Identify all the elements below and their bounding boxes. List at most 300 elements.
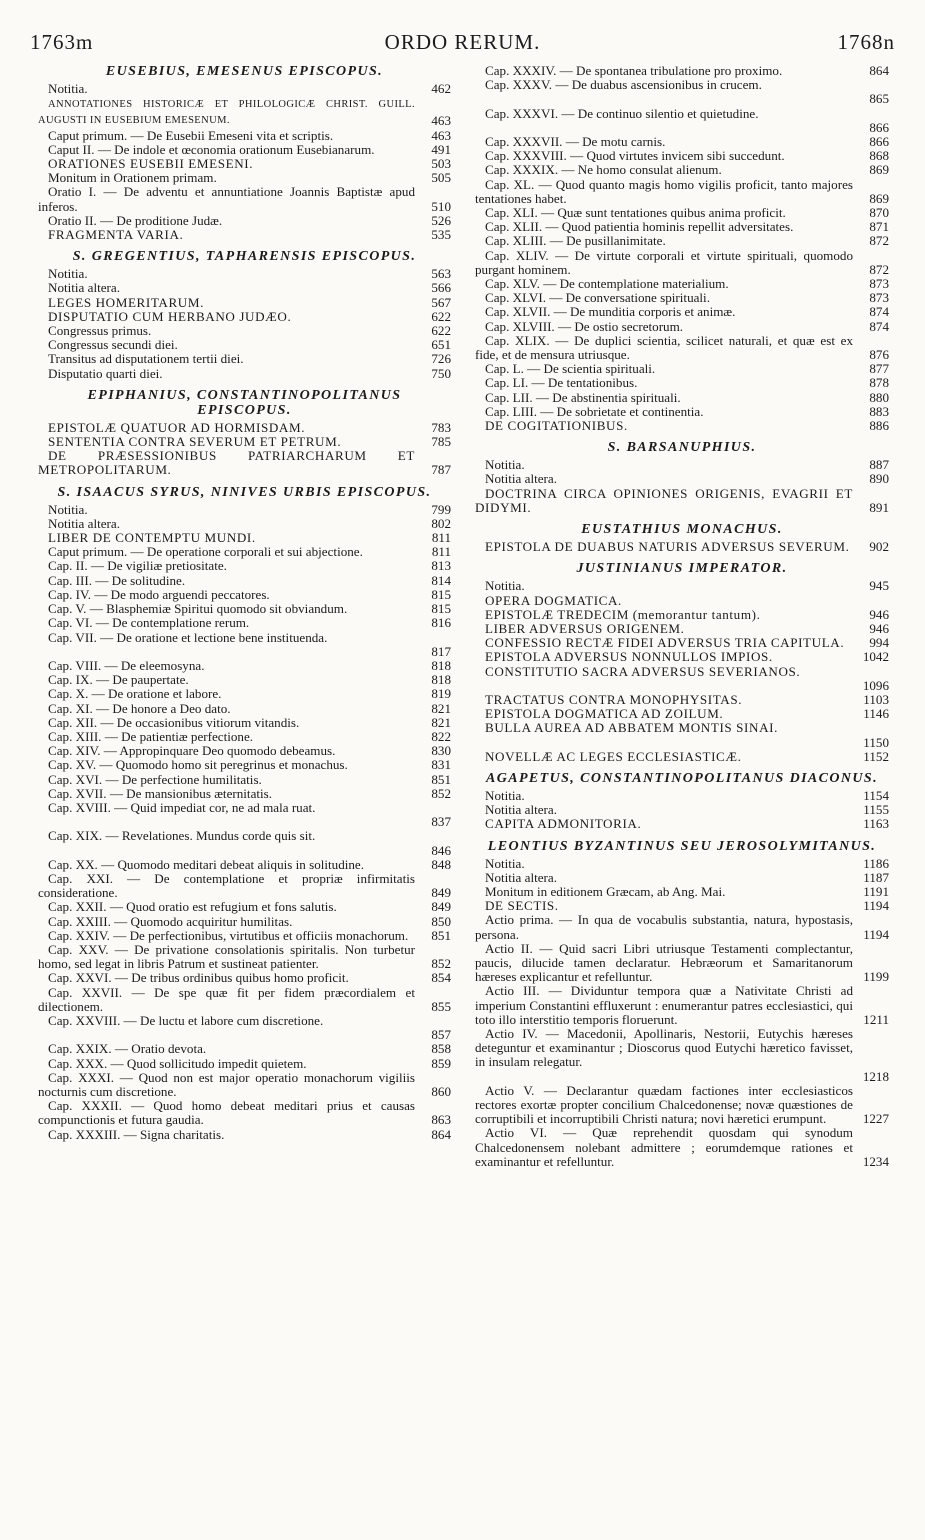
- toc-entry: [38, 503, 451, 517]
- toc-section: [475, 64, 889, 433]
- toc-entry: [38, 1071, 451, 1099]
- entry-page-number: 822: [431, 728, 451, 744]
- toc-entry: [475, 487, 889, 515]
- toc-section: [475, 771, 889, 832]
- toc-entry: [38, 943, 451, 971]
- entry-title: EPISTOLA DOGMATICA AD ZOILUM.: [485, 706, 724, 722]
- entry-title: Notitia altera.: [48, 515, 120, 531]
- entry-title: Cap. XXXII. — Quod homo debeat meditari prius et causas compunctionis et futura gaudia.: [38, 1098, 415, 1128]
- entry-page-number: 526: [431, 212, 451, 228]
- toc-entry: [38, 986, 451, 1014]
- entry-title: Cap. XLVIII. — De ostio secretorum.: [485, 318, 684, 334]
- entry-page-number: 816: [431, 615, 451, 631]
- entry-title: DISPUTATIO CUM HERBANO JUDÆO.: [48, 308, 292, 324]
- entry-title: Cap. XVII. — De mansionibus æternitatis.: [48, 785, 273, 801]
- entry-page-number: 866: [869, 134, 889, 150]
- entry-title: TRACTATUS CONTRA MONOPHYSITAS.: [485, 691, 743, 707]
- entry-page-number: 1152: [863, 748, 889, 764]
- toc-entry: [38, 324, 451, 338]
- entry-title: FRAGMENTA VARIA.: [48, 227, 184, 243]
- section-title: AGAPETUS, CONSTANTINOPOLITANUS DIACONUS.: [485, 770, 879, 786]
- entry-page-number: 1227: [862, 1111, 889, 1127]
- toc-entry: [475, 789, 889, 803]
- running-header: [30, 30, 895, 60]
- toc-entry: [38, 574, 451, 588]
- entry-page-number: 567: [431, 294, 451, 310]
- entry-page-number: 1234: [862, 1153, 889, 1169]
- section-title: S. GREGENTIUS, TAPHARENSIS EPISCOPUS.: [72, 249, 417, 265]
- toc-entry: [475, 419, 889, 433]
- toc-entry: [475, 178, 889, 206]
- entry-title: DE PRÆSESSIONIBUS PATRIARCHARUM ET METROPOLITARUM.: [38, 448, 415, 478]
- entry-title: Cap. V. — Blasphemiæ Spiritui quomodo sit obviandum.: [48, 601, 348, 617]
- toc-entry: [475, 650, 889, 664]
- entry-title: Actio prima. — In qua de vocabulis substantia, natura, hypostasis, persona.: [475, 912, 853, 942]
- entry-page-number: 1191: [863, 883, 889, 899]
- toc-entry: [475, 817, 889, 831]
- toc-entry: [475, 107, 889, 135]
- entry-page-number: 864: [431, 1126, 451, 1142]
- toc-entry: [38, 82, 451, 96]
- toc-entry: [38, 702, 451, 716]
- entry-title: Cap. LI. — De tentationibus.: [485, 375, 638, 391]
- entry-title: DOCTRINA CIRCA OPINIONES ORIGENIS, EVAGRII ET DIDYMI.: [475, 485, 853, 515]
- entry-title: Notitia altera.: [485, 471, 557, 487]
- entry-page-number: 535: [431, 227, 451, 243]
- entry-title: OPERA DOGMATICA.: [485, 592, 622, 608]
- toc-entry: [38, 872, 451, 900]
- section-title: EPIPHANIUS, CONSTANTINOPOLITANUS EPISCOPUS.: [87, 387, 402, 418]
- entry-page-number: 855: [431, 998, 451, 1014]
- entry-title: Cap. VI. — De contemplatione rerum.: [48, 615, 250, 631]
- entry-title: Actio VI. — Quæ reprehendit quosdam qui synodum Chalcedonensem nolebant admittere ; eorumdemque rationes et examinantur et refelluntur.: [475, 1125, 853, 1169]
- entry-title: Monitum in editionem Græcam, ab Ang. Mai.: [485, 883, 726, 899]
- toc-entry: [38, 744, 451, 758]
- toc-entry: [475, 1084, 889, 1127]
- entry-title: Cap. XVI. — De perfectione humilitatis.: [48, 771, 262, 787]
- entry-page-number: 1146: [863, 706, 889, 722]
- entry-title: Cap. XIX. — Revelationes. Mundus corde quis sit.: [48, 828, 316, 844]
- toc-entry: [38, 228, 451, 242]
- toc-entry: [38, 915, 451, 929]
- entry-title: Cap. XLVI. — De conversatione spirituali.: [485, 290, 710, 306]
- entry-page-number: 811: [431, 544, 451, 560]
- toc-entry: [38, 157, 451, 171]
- toc-entry: [38, 730, 451, 744]
- entry-page-number: 503: [431, 156, 451, 172]
- toc-entry: [38, 616, 451, 630]
- toc-entry: [475, 899, 889, 913]
- entry-title: Actio II. — Quid sacri Libri utriusque Testamenti complectantur, paucis, dilucide tamen declaratur. Hebræorum et Samaritanorum hæreses explicantur et refelluntur.: [475, 940, 853, 985]
- entry-page-number: 799: [431, 501, 451, 517]
- entry-title: Cap. XXX. — Quod sollicitudo impedit quietem.: [48, 1055, 307, 1071]
- toc-entry: [38, 435, 451, 449]
- entry-page-number: 802: [431, 515, 451, 531]
- entry-title: Congressus secundi diei.: [48, 337, 178, 353]
- entry-title: Cap. XLIV. — De virtute corporali et virtute spirituali, quomodo purgant hominem.: [475, 247, 853, 277]
- entry-page-number: 1155: [863, 802, 889, 818]
- entry-page-number: 873: [869, 276, 889, 292]
- entry-title: Monitum in Orationem primam.: [48, 170, 217, 186]
- entry-page-number: 462: [431, 81, 451, 96]
- toc-entry: [38, 900, 451, 914]
- entry-title: SENTENTIA CONTRA SEVERUM ET PETRUM.: [48, 434, 342, 450]
- entry-title: Cap. XLVII. — De munditia corporis et animæ.: [485, 304, 736, 320]
- entry-title: ORATIONES EUSEBII EMESENI.: [48, 156, 254, 172]
- entry-page-number: 815: [431, 586, 451, 602]
- entry-page-number: 902: [869, 539, 889, 555]
- toc-entry: [38, 143, 451, 157]
- entry-page-number: 1163: [863, 816, 889, 832]
- entry-page-number: 566: [431, 280, 451, 296]
- entry-page-number: 865: [869, 91, 889, 107]
- entry-page-number: 851: [431, 771, 451, 787]
- toc-entry: [38, 787, 451, 801]
- entry-page-number: 852: [431, 956, 451, 972]
- entry-page-number: 857: [431, 1027, 451, 1043]
- entry-page-number: 787: [431, 462, 451, 478]
- entry-title: DE COGITATIONIBUS.: [485, 418, 628, 434]
- entry-title: Cap. XL. — Quod quanto magis homo vigilis proficit, tanto majores tentationes habet.: [475, 176, 853, 206]
- entry-page-number: 852: [431, 785, 451, 801]
- entry-title: Cap. XXII. — Quod oratio est refugium et fons salutis.: [48, 899, 337, 915]
- entry-title: Cap. X. — De oratione et labore.: [48, 686, 222, 702]
- toc-section: [475, 522, 889, 554]
- entry-page-number: 815: [431, 601, 451, 617]
- toc-entry: [475, 472, 889, 486]
- entry-title: Cap. XXXIX. — Ne homo consulat alienum.: [485, 162, 722, 178]
- toc-section: [38, 388, 451, 478]
- entry-title: Cap. XXIV. — De perfectionibus, virtutibus et officiis monachorum.: [48, 927, 409, 943]
- section-title: S. ISAACUS SYRUS, NINIVES URBIS EPISCOPUS.: [57, 484, 432, 500]
- toc-entry: [475, 913, 889, 941]
- entry-title: Notitia altera.: [485, 869, 557, 885]
- entry-title: EPISTOLA DE DUABUS NATURIS ADVERSUS SEVERUM.: [485, 539, 850, 555]
- entry-title: Cap. LIII. — De sobrietate et continentia.: [485, 403, 704, 419]
- entry-title: Cap. VIII. — De eleemosyna.: [48, 657, 205, 673]
- toc-entry: [38, 449, 451, 477]
- entry-title: Cap. VII. — De oratione et lectione bene instituenda.: [48, 629, 328, 645]
- toc-entry: [475, 334, 889, 362]
- entry-title: NOVELLÆ AC LEGES ECCLESIASTICÆ.: [485, 748, 742, 764]
- toc-entry: [475, 277, 889, 291]
- toc-entry: [38, 214, 451, 228]
- entry-title: CAPITA ADMONITORIA.: [485, 816, 642, 832]
- toc-entry: [38, 171, 451, 185]
- toc-entry: [475, 391, 889, 405]
- entry-page-number: 849: [431, 885, 451, 901]
- toc-entry: [38, 1128, 451, 1142]
- entry-page-number: 878: [869, 375, 889, 391]
- entry-title: Disputatio quarti diei.: [48, 365, 163, 381]
- entry-page-number: 1154: [863, 787, 889, 803]
- entry-page-number: 510: [431, 198, 451, 214]
- entry-page-number: 811: [431, 530, 451, 546]
- entry-title: Cap. XLIII. — De pusillanimitate.: [485, 233, 666, 249]
- toc-entry: [38, 96, 451, 128]
- toc-section: [38, 249, 451, 381]
- entry-title: Caput II. — De indole et œconomia orationum Eusebianarum.: [48, 141, 375, 157]
- toc-entry: [475, 149, 889, 163]
- entry-page-number: 651: [431, 337, 451, 353]
- entry-title: CONSTITUTIO SACRA ADVERSUS SEVERIANOS.: [485, 663, 801, 679]
- toc-entry: [475, 234, 889, 248]
- entry-title: Oratio II. — De proditione Judæ.: [48, 212, 223, 228]
- toc-entry: [475, 857, 889, 871]
- entry-page-number: 814: [431, 572, 451, 588]
- entry-page-number: 1218: [862, 1068, 889, 1084]
- entry-page-number: 851: [431, 927, 451, 943]
- entry-page-number: 831: [431, 757, 451, 773]
- toc-entry: [38, 687, 451, 701]
- entry-page-number: 622: [431, 323, 451, 339]
- entry-page-number: 891: [869, 499, 889, 515]
- entry-page-number: 854: [431, 970, 451, 986]
- toc-entry: [38, 829, 451, 857]
- entry-title: EPISTOLA ADVERSUS NONNULLOS IMPIOS.: [485, 649, 773, 665]
- entry-page-number: 1187: [863, 869, 889, 885]
- toc-entry: [38, 1099, 451, 1127]
- entry-title: Cap. XLII. — Quod patientia hominis repellit adversitates.: [485, 219, 794, 235]
- entry-title: Cap. XLI. — Quæ sunt tentationes quibus anima proficit.: [485, 205, 786, 221]
- entry-title: Cap. II. — De vigiliæ pretiositate.: [48, 558, 227, 574]
- entry-page-number: 994: [869, 635, 889, 651]
- header-left-column-number: 1763m: [30, 30, 94, 54]
- entry-page-number: 1186: [863, 855, 889, 871]
- entry-page-number: 622: [431, 308, 451, 324]
- toc-entry: [38, 352, 451, 366]
- toc-entry: [38, 929, 451, 943]
- toc-entry: [38, 631, 451, 659]
- entry-title: Notitia.: [485, 578, 525, 594]
- entry-title: Notitia.: [48, 81, 88, 96]
- entry-page-number: 1103: [863, 691, 889, 707]
- section-title: S. BARSANUPHIUS.: [607, 440, 757, 456]
- entry-page-number: 818: [431, 657, 451, 673]
- entry-title: Cap. XXIII. — Quomodo acquiritur humilitas.: [48, 913, 293, 929]
- entry-page-number: 563: [431, 266, 451, 282]
- entry-page-number: 874: [869, 318, 889, 334]
- entry-title: Cap. LII. — De abstinentia spirituali.: [485, 389, 681, 405]
- toc-entry: [475, 579, 889, 593]
- entry-title: Notitia altera.: [485, 802, 557, 818]
- entry-title: Oratio I. — De adventu et annuntiatione Joannis Baptistæ apud inferos.: [38, 184, 415, 214]
- entry-page-number: 860: [431, 1084, 451, 1099]
- entry-page-number: 1199: [863, 969, 889, 985]
- left-column: [38, 64, 451, 1142]
- toc-entry: [475, 64, 889, 78]
- entry-title: Cap. XXVI. — De tribus ordinibus quibus homo proficit.: [48, 970, 349, 986]
- section-title: EUSTATHIUS MONACHUS.: [581, 522, 783, 538]
- section-title: LEONTIUS BYZANTINUS SEU JEROSOLYMITANUS.: [487, 838, 877, 854]
- entry-page-number: 877: [869, 361, 889, 377]
- toc-entry: [475, 594, 889, 608]
- entry-title: Notitia altera.: [48, 280, 120, 296]
- entry-title: BULLA AUREA AD ABBATEM MONTIS SINAI.: [485, 720, 778, 736]
- entry-page-number: 1096: [862, 677, 889, 693]
- entry-title: Cap. XXXVI. — De continuo silentio et quietudine.: [485, 105, 759, 121]
- entry-page-number: 846: [431, 842, 451, 858]
- entry-title: Cap. XX. — Quomodo meditari debeat aliquis in solitudine.: [48, 856, 365, 872]
- entry-page-number: 463: [431, 127, 451, 143]
- entry-page-number: 871: [869, 219, 889, 235]
- entry-title: Cap. XXXVIII. — Quod virtutes invicem sibi succedunt.: [485, 148, 785, 164]
- toc-entry: [38, 588, 451, 602]
- entry-page-number: 874: [869, 304, 889, 320]
- entry-title: Cap. XXV. — De privatione consolationis spiritalis. Non turbetur homo, sed legat in libris Patrum et sustineat patienter.: [38, 941, 415, 972]
- entry-page-number: 873: [869, 290, 889, 306]
- toc-entry: [38, 310, 451, 324]
- entry-page-number: 886: [869, 418, 889, 434]
- toc-entry: [38, 185, 451, 213]
- toc-entry: [38, 517, 451, 531]
- entry-page-number: 876: [869, 347, 889, 363]
- toc-entry: [475, 206, 889, 220]
- entry-title: Notitia.: [485, 855, 525, 871]
- entry-page-number: 858: [431, 1041, 451, 1057]
- toc-entry: [475, 163, 889, 177]
- entry-title: Cap. XXXIII. — Signa charitatis.: [48, 1126, 225, 1142]
- toc-entry: [475, 750, 889, 764]
- entry-page-number: 505: [431, 170, 451, 186]
- toc-entry: [475, 249, 889, 277]
- toc-entry: [475, 622, 889, 636]
- section-title: JUSTINIANUS IMPERATOR.: [576, 561, 788, 577]
- entry-page-number: 849: [431, 899, 451, 915]
- toc-entry: [38, 531, 451, 545]
- entry-page-number: 491: [431, 141, 451, 157]
- toc-entry: [475, 693, 889, 707]
- entry-page-number: 813: [431, 558, 451, 574]
- entry-title: Cap. XII. — De occasionibus vitiorum vitandis.: [48, 714, 300, 730]
- entry-page-number: 726: [431, 351, 451, 367]
- entry-page-number: 869: [869, 162, 889, 178]
- header-title: ORDO RERUM.: [384, 30, 541, 54]
- entry-title: Notitia.: [485, 787, 525, 803]
- entry-page-number: 837: [431, 814, 451, 830]
- toc-entry: [475, 803, 889, 817]
- entry-page-number: 887: [869, 457, 889, 473]
- entry-title: Actio III. — Dividuntur tempora quæ a Nativitate Christi ad imperium Constantini effluxerunt : enumerantur patres ecclesiastici, qui toto illo interstitio temporis floruerunt.: [475, 983, 853, 1027]
- toc-entry: [38, 559, 451, 573]
- toc-entry: [475, 665, 889, 693]
- toc-entry: [38, 602, 451, 616]
- entry-title: Notitia.: [48, 266, 88, 282]
- toc-entry: [475, 636, 889, 650]
- entry-page-number: 880: [869, 389, 889, 405]
- entry-title: Cap. XVIII. — Quid impediat cor, ne ad mala ruat.: [48, 799, 316, 815]
- entry-page-number: 821: [431, 700, 451, 716]
- toc-entry: [475, 707, 889, 721]
- entry-title: CONFESSIO RECTÆ FIDEI ADVERSUS TRIA CAPITULA.: [485, 635, 845, 651]
- entry-page-number: 869: [869, 190, 889, 206]
- entry-page-number: 883: [869, 403, 889, 419]
- toc-entry: [38, 421, 451, 435]
- entry-page-number: 864: [869, 63, 889, 78]
- right-column: [475, 64, 889, 1169]
- entry-page-number: 830: [431, 743, 451, 759]
- entry-title: LEGES HOMERITARUM.: [48, 294, 204, 310]
- toc-entry: [475, 220, 889, 234]
- entry-title: Cap. XXXV. — De duabus ascensionibus in crucem.: [485, 77, 762, 93]
- entry-title: EPISTOLÆ TREDECIM (memorantur tantum).: [485, 606, 761, 622]
- toc-entry: [475, 305, 889, 319]
- entry-title: Cap. XXXI. — Quod non est major operatio monachorum vigiliis nocturnis cum discretione.: [38, 1069, 415, 1099]
- toc-entry: [38, 545, 451, 559]
- toc-entry: [38, 129, 451, 143]
- entry-title: Caput primum. — De operatione corporali et sui abjectione.: [48, 544, 363, 560]
- entry-title: Cap. XLV. — De contemplatione materialium.: [485, 276, 729, 292]
- toc-entry: [475, 291, 889, 305]
- toc-entry: [38, 758, 451, 772]
- entry-title: Congressus primus.: [48, 323, 152, 339]
- toc-entry: [475, 942, 889, 985]
- toc-entry: [475, 1126, 889, 1169]
- toc-section: [38, 485, 451, 1142]
- entry-title: Notitia.: [485, 457, 525, 473]
- entry-page-number: 1211: [863, 1011, 889, 1027]
- entry-page-number: 866: [869, 119, 889, 135]
- entry-page-number: 785: [431, 434, 451, 450]
- entry-title: Notitia.: [48, 501, 88, 517]
- entry-title: Actio V. — Declarantur quædam factiones inter ecclesiasticos rectores exortæ propter concilium Chalcedonense; novæ quæstiones de corruptibili et incorruptibili Christi natura; novi hæretici erumpunt.: [475, 1082, 853, 1127]
- entry-page-number: 890: [869, 471, 889, 487]
- entry-page-number: 783: [431, 419, 451, 435]
- entry-title: ANNOTATIONES HISTORICÆ ET PHILOLOGICÆ CHRIST. GUILL. AUGUSTI IN EUSEBIUM EMESENUM.: [38, 99, 415, 127]
- entry-title: Cap. III. — De solitudine.: [48, 572, 186, 588]
- entry-title: Cap. L. — De scientia spirituali.: [485, 361, 656, 377]
- entry-page-number: 821: [431, 714, 451, 730]
- entry-page-number: 946: [869, 606, 889, 622]
- toc-entry: [38, 716, 451, 730]
- toc-section: [475, 561, 889, 764]
- toc-entry: [475, 458, 889, 472]
- entry-page-number: 819: [431, 686, 451, 702]
- entry-title: Cap. XXVIII. — De luctu et labore cum discretione.: [48, 1012, 324, 1028]
- entry-page-number: 1150: [863, 734, 889, 750]
- entry-title: Cap. XXXIV. — De spontanea tribulatione pro proximo.: [485, 63, 783, 78]
- entry-title: Actio IV. — Macedonii, Apollinaris, Nestorii, Eutychis hæreses deteguntur et examinantur ; Dioscorus quod Eutychi hæretico favisset, in insulam relegatur.: [475, 1025, 853, 1070]
- toc-entry: [38, 1057, 451, 1071]
- entry-title: Cap. XXIX. — Oratio devota.: [48, 1041, 207, 1057]
- toc-entry: [475, 362, 889, 376]
- toc-entry: [475, 376, 889, 390]
- entry-title: Cap. XI. — De honore a Deo dato.: [48, 700, 231, 716]
- entry-title: LIBER ADVERSUS ORIGENEM.: [485, 620, 685, 636]
- header-right-column-number: 1768n: [837, 30, 895, 54]
- toc-entry: [38, 281, 451, 295]
- entry-page-number: 870: [869, 205, 889, 221]
- toc-entry: [38, 801, 451, 829]
- entry-title: EPISTOLÆ QUATUOR AD HORMISDAM.: [48, 419, 306, 435]
- entry-page-number: 859: [431, 1055, 451, 1071]
- toc-entry: [38, 673, 451, 687]
- toc-entry: [475, 608, 889, 622]
- toc-entry: [38, 773, 451, 787]
- toc-section: [475, 440, 889, 515]
- entry-title: Cap. XXVII. — De spe quæ fit per fidem præcordialem et dilectionem.: [38, 984, 415, 1014]
- entry-title: Cap. XXI. — De contemplatione et propriæ infirmitatis consideratione.: [38, 870, 415, 901]
- toc-entry: [38, 659, 451, 673]
- toc-entry: [38, 1014, 451, 1042]
- toc-section: [475, 839, 889, 1169]
- entry-page-number: 946: [869, 620, 889, 636]
- entry-page-number: 872: [869, 233, 889, 249]
- entry-page-number: 750: [431, 365, 451, 381]
- entry-page-number: 463: [431, 113, 451, 129]
- entry-page-number: 817: [431, 643, 451, 659]
- entry-title: Cap. XLIX. — De duplici scientia, scilicet naturali, et quæ est ex fide, et de mensura utriusque.: [475, 332, 853, 363]
